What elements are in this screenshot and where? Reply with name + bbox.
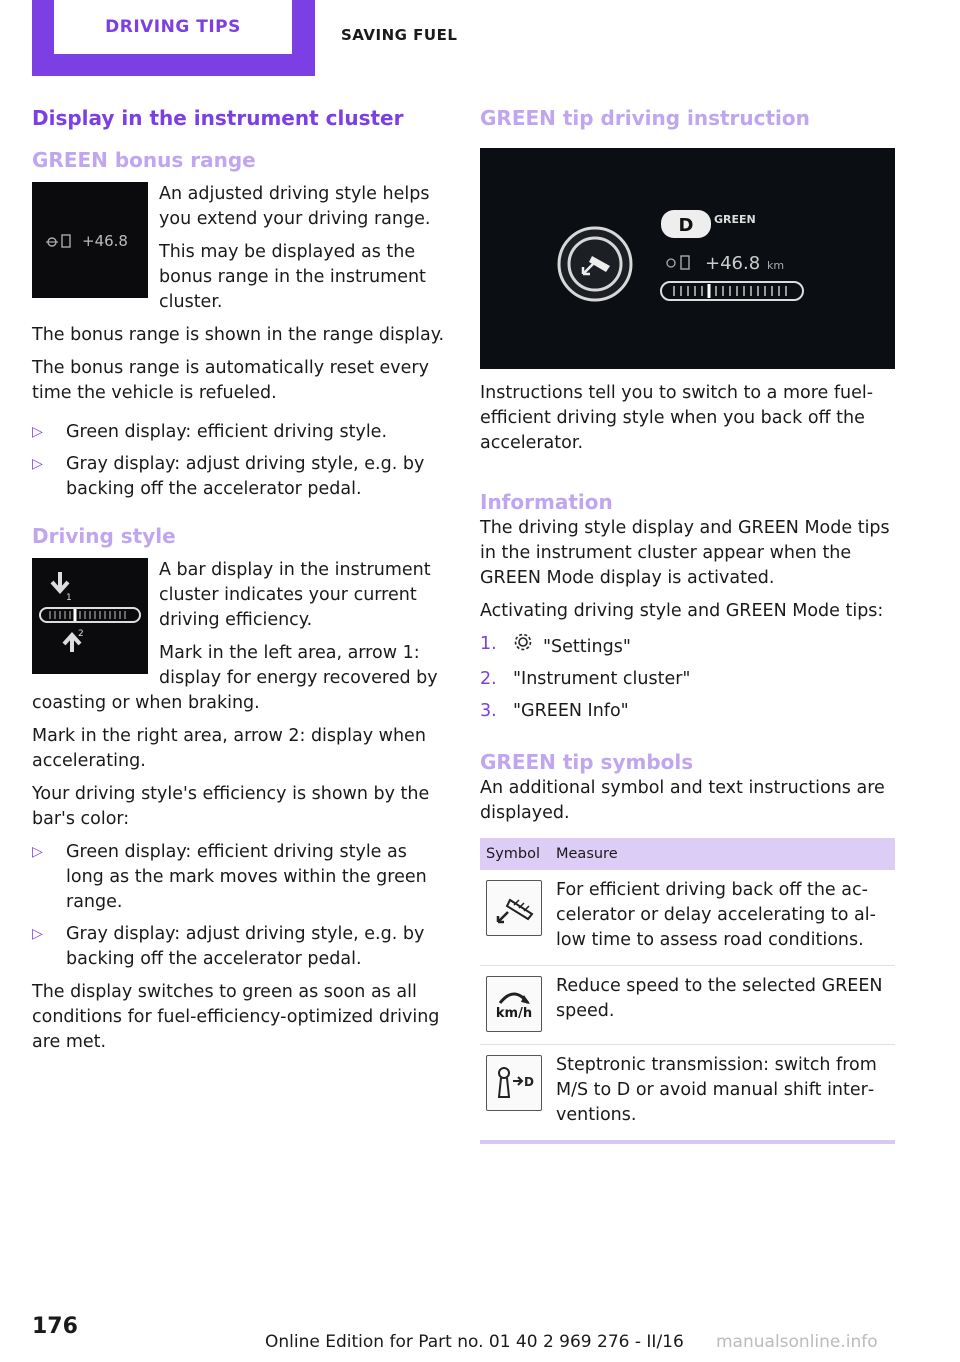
measure-text: For efficient driving back off the accelerator or delay accelerating to allow time to assess road conditions.	[550, 870, 895, 966]
target-gear-label: D	[524, 1075, 534, 1089]
steps-list	[480, 632, 896, 724]
bonus-p1: An adjusted driving style helps you extend your driving range.	[159, 184, 431, 229]
list-item: ▷ Green display: efficient driving style as long as the mark moves within the green range.	[32, 842, 427, 912]
list-item: 1. "Settings"	[480, 632, 896, 660]
style-bullet-list	[32, 840, 446, 972]
style-p2: Mark in the left area, arrow 1: display for energy recovered by coasting or when braking.	[32, 643, 438, 713]
tip-text: Instructions tell you to switch to a more fuel-efficient driving style when you back off the accelerator.	[480, 383, 874, 453]
gear-icon	[513, 632, 533, 660]
triangle-bullet-icon: ▷	[32, 456, 43, 472]
green-mode-label: GREEN	[714, 213, 756, 226]
list-item: ▷ Gray display: adjust driving style, e.g. by backing off the accelerator pedal.	[32, 454, 425, 499]
list-item: 3. "GREEN Info"	[480, 701, 629, 721]
info-p1: The driving style display and GREEN Mode tips in the instrument cluster appear when the GREEN Mode display is activated.	[480, 518, 890, 588]
style-p5: The display switches to green as soon as all conditions for fuel-efficiency-optimized driving are met.	[32, 982, 440, 1052]
step-green-info[interactable]: "GREEN Info"	[513, 701, 629, 721]
section-title: Display in the instrument cluster	[32, 106, 404, 130]
measure-text: Reduce speed to the selected GREEN speed.	[550, 966, 895, 1045]
col-measure-header: Measure	[550, 838, 895, 870]
step-settings[interactable]: "Settings"	[543, 637, 631, 657]
range-display-icon	[32, 182, 148, 298]
gear-indicator: D	[678, 215, 694, 236]
measure-text: Steptronic transmission: switch from M/S to D or avoid manual shift interventions.	[550, 1045, 895, 1143]
table-row	[480, 966, 895, 1045]
bonus-bullet-list	[32, 420, 446, 502]
triangle-bullet-icon: ▷	[32, 926, 43, 942]
col-symbol-header: Symbol	[480, 838, 550, 870]
speedometer-icon	[486, 976, 542, 1032]
arrow-2-label: 2	[78, 629, 84, 639]
pedal-release-icon	[486, 880, 542, 936]
instrument-cluster-image	[480, 148, 895, 369]
gear-shift-icon	[486, 1055, 542, 1111]
green-tip-display-icon	[480, 148, 895, 369]
tip-heading: GREEN tip driving instruction	[480, 106, 810, 130]
list-item: 2. "Instrument cluster"	[480, 669, 691, 689]
triangle-bullet-icon: ▷	[32, 424, 43, 440]
list-item: ▷ Green display: efficient driving style.	[32, 420, 446, 445]
list-item: ▷ Gray display: adjust driving style, e.g. by backing off the accelerator pedal.	[32, 924, 425, 969]
style-p1: A bar display in the instrument cluster indicates your current driving efficiency.	[159, 560, 431, 630]
chapter-tab[interactable]: DRIVING TIPS	[54, 0, 292, 54]
table-row	[480, 870, 895, 966]
driving-style-heading: Driving style	[32, 524, 176, 548]
bonus-p3: The bonus range is shown in the range display.	[32, 325, 445, 345]
range-value: +46.8	[705, 253, 761, 274]
section-label: SAVING FUEL	[341, 26, 458, 44]
bonus-range-value: +46.8	[82, 232, 128, 250]
symbols-table	[480, 838, 895, 1144]
table-row	[480, 1045, 895, 1143]
information-heading: Information	[480, 490, 613, 514]
watermark-site: manualsonline.info	[716, 1332, 878, 1352]
style-p4: Your driving style's efficiency is shown by the bar's color:	[32, 784, 430, 829]
step-instrument-cluster[interactable]: "Instrument cluster"	[513, 669, 691, 689]
info-p2: Activating driving style and GREEN Mode tips:	[480, 601, 884, 621]
chapter-tab-bar	[32, 0, 315, 76]
arrow-1-label: 1	[66, 593, 72, 603]
right-column	[480, 106, 896, 1144]
triangle-bullet-icon: ▷	[32, 844, 43, 860]
bonus-p4: The bonus range is automatically reset every time the vehicle is refueled.	[32, 358, 429, 403]
efficiency-bar-icon	[32, 558, 148, 674]
style-p3: Mark in the right area, arrow 2: display when accelerating.	[32, 726, 426, 771]
symbols-intro: An additional symbol and text instructions are displayed.	[480, 778, 885, 823]
bonus-range-heading: GREEN bonus range	[32, 148, 256, 172]
bonus-p2: This may be displayed as the bonus range in the instrument cluster.	[159, 242, 426, 312]
tip-symbols-heading: GREEN tip symbols	[480, 750, 694, 774]
page-number: 176	[32, 1314, 78, 1339]
speed-unit-label: km/h	[495, 1006, 533, 1021]
edition-text: Online Edition for Part no. 01 40 2 969 276 - II/16	[265, 1332, 684, 1352]
left-column	[32, 106, 446, 1063]
range-unit: km	[767, 259, 785, 272]
bonus-range-image	[32, 182, 148, 298]
driving-style-image	[32, 558, 148, 674]
